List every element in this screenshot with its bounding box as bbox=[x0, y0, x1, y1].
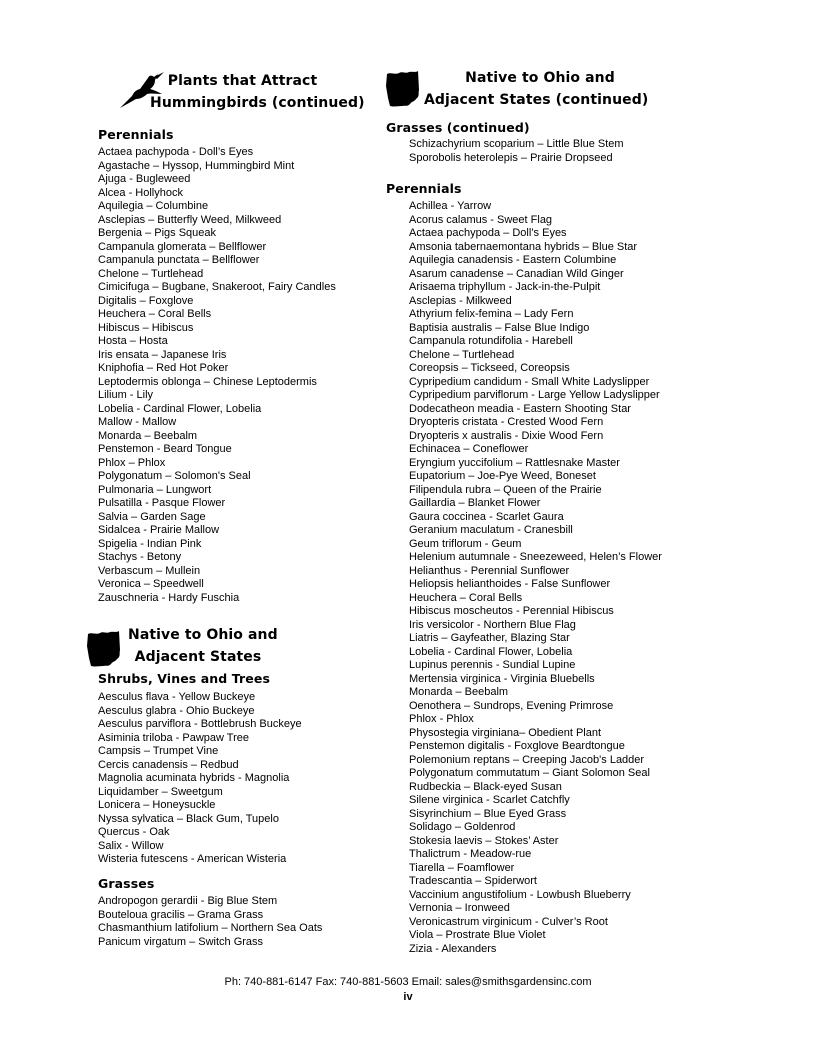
list-item: Echinacea – Coneflower bbox=[409, 443, 529, 455]
list-item: Zauschneria - Hardy Fuschia bbox=[98, 591, 240, 604]
list-item: Quercus - Oak bbox=[98, 826, 170, 838]
list-item: Helenium autumnale - Sneezeweed, Helen’s Flower bbox=[409, 551, 662, 563]
list-item: Aesculus flava - Yellow Buckeye bbox=[98, 691, 256, 703]
list-item: Phlox - Phlox bbox=[409, 713, 474, 725]
list-item: Heuchera – Coral Bells bbox=[409, 591, 523, 604]
list-item: Schizachyrium scoparium – Little Blue Stem bbox=[409, 138, 624, 150]
list-item: Pulmonaria – Lungwort bbox=[98, 483, 212, 496]
list-item: Penstemon digitalis - Foxglove Beardtongue bbox=[409, 740, 625, 752]
page-number: iv bbox=[403, 991, 413, 1003]
list-item: Filipendula rubra – Queen of the Prairie bbox=[409, 483, 602, 496]
list-item: Salvia – Garden Sage bbox=[98, 510, 206, 523]
list-item: Campanula rotundifolia - Harebell bbox=[409, 335, 573, 347]
list-item: Campanula punctata – Bellflower bbox=[98, 254, 260, 266]
list-item: Veronica – Speedwell bbox=[98, 578, 204, 590]
perennials-continued-heading: Perennials bbox=[386, 181, 462, 196]
list-item: Zizia - Alexanders bbox=[409, 942, 497, 955]
list-item: Heuchera – Coral Bells bbox=[98, 308, 212, 320]
list-item: Dryopteris x australis - Dixie Wood Fern bbox=[409, 429, 604, 442]
ohio-title-line1: Native to Ohio and bbox=[128, 627, 278, 643]
list-item: Vernonia – Ironweed bbox=[409, 902, 510, 914]
list-item: Eupatorium – Joe-Pye Weed, Boneset bbox=[409, 470, 596, 482]
list-item: Salix - Willow bbox=[98, 839, 164, 852]
list-item: Heliopsis helianthoides - False Sunflower bbox=[409, 578, 611, 590]
list-item: Aesculus glabra - Ohio Buckeye bbox=[98, 704, 255, 717]
list-item: Silene virginica - Scarlet Catchfly bbox=[409, 794, 570, 806]
list-item: Helianthus - Perennial Sunflower bbox=[409, 564, 570, 577]
list-item: Verbascum – Mullein bbox=[98, 564, 201, 577]
list-item: Liatris – Gayfeather, Blazing Star bbox=[409, 632, 570, 644]
list-item: Gaura coccinea - Scarlet Gaura bbox=[409, 510, 564, 523]
list-item: Nyssa sylvatica – Black Gum, Tupelo bbox=[98, 812, 279, 825]
ohio-continued-title-line2: Adjacent States (continued) bbox=[424, 92, 649, 108]
list-item: Tradescantia – Spiderwort bbox=[409, 875, 537, 887]
list-item: Actaea pachypoda – Doll’s Eyes bbox=[409, 227, 567, 239]
list-item: Lonicera – Honeysuckle bbox=[98, 799, 216, 811]
list-item: Aquilegia – Columbine bbox=[98, 200, 209, 212]
list-item: Cercis canadensis – Redbud bbox=[98, 758, 239, 771]
ohio-shrubs-list bbox=[98, 691, 302, 867]
list-item: Lobelia - Cardinal Flower, Lobelia bbox=[98, 402, 262, 415]
list-item: Viola – Prostrate Blue Violet bbox=[409, 929, 546, 941]
list-item: Phlox – Phlox bbox=[98, 456, 166, 469]
list-item: Dryopteris cristata - Crested Wood Fern bbox=[409, 416, 604, 428]
list-item: Wisteria futescens - American Wisteria bbox=[98, 853, 287, 865]
list-item: Actaea pachypoda - Doll’s Eyes bbox=[98, 146, 254, 158]
list-item: Vaccinium angustifolium - Lowbush Blueberry bbox=[409, 888, 631, 901]
list-item: Geum triflorum - Geum bbox=[409, 537, 522, 550]
list-item: Polemonium reptans – Creeping Jacob's Ladder bbox=[409, 753, 645, 766]
list-item: Acorus calamus - Sweet Flag bbox=[409, 213, 553, 226]
list-item: Iris ensata – Japanese Iris bbox=[98, 348, 227, 361]
list-item: Asarum canadense – Canadian Wild Ginger bbox=[409, 267, 624, 280]
list-item: Gaillardia – Blanket Flower bbox=[409, 497, 541, 509]
list-item: Campsis – Trumpet Vine bbox=[98, 745, 219, 757]
grasses-continued-heading: Grasses (continued) bbox=[386, 120, 530, 135]
list-item: Campanula glomerata – Bellflower bbox=[98, 240, 267, 253]
ohio-title-line2: Adjacent States bbox=[134, 649, 262, 665]
list-item: Eryngium yuccifolium – Rattlesnake Master bbox=[409, 456, 620, 469]
list-item: Polygonatum – Solomon's Seal bbox=[98, 470, 251, 482]
list-item: Sisyrinchium – Blue Eyed Grass bbox=[409, 807, 567, 820]
list-item: Leptodermis oblonga – Chinese Leptodermis bbox=[98, 375, 317, 388]
list-item: Lupinus perennis - Sundial Lupine bbox=[409, 659, 576, 671]
list-item: Agastache – Hyssop, Hummingbird Mint bbox=[98, 159, 295, 172]
list-item: Monarda – Beebalm bbox=[409, 686, 509, 698]
list-item: Cypripedium parviflorum - Large Yellow Ladyslipper bbox=[409, 389, 660, 401]
list-item: Hibiscus moscheutos - Perennial Hibiscus bbox=[409, 605, 614, 617]
list-item: Mallow - Mallow bbox=[98, 416, 177, 428]
list-item: Chasmanthium latifolium – Northern Sea Oats bbox=[98, 922, 323, 934]
perennials-heading: Perennials bbox=[98, 127, 174, 142]
list-item: Amsonia tabernaemontana hybrids – Blue Star bbox=[409, 240, 638, 253]
list-item: Monarda – Beebalm bbox=[98, 429, 198, 442]
list-item: Lobelia - Cardinal Flower, Lobelia bbox=[409, 645, 573, 658]
list-item: Aquilegia canadensis - Eastern Columbine bbox=[409, 254, 617, 266]
list-item: Dodecatheon meadia - Eastern Shooting Star bbox=[409, 402, 631, 415]
ohio-state-icon bbox=[86, 630, 122, 668]
list-item: Arisaema triphyllum - Jack-in-the-Pulpit bbox=[409, 281, 601, 293]
list-item: Asclepias – Butterfly Weed, Milkweed bbox=[98, 213, 282, 226]
footer-contact: Ph: 740-881-6147 Fax: 740-881-5603 Email: sales@smithsgardensinc.com bbox=[224, 976, 592, 988]
list-item: Oenothera – Sundrops, Evening Primrose bbox=[409, 699, 614, 712]
list-item: Cypripedium candidum - Small White Ladyslipper bbox=[409, 375, 650, 388]
list-item: Penstemon - Beard Tongue bbox=[98, 443, 232, 455]
list-item: Solidago – Goldenrod bbox=[409, 821, 516, 833]
list-item: Chelone – Turtlehead bbox=[98, 267, 204, 280]
list-item: Rudbeckia – Black-eyed Susan bbox=[409, 780, 562, 793]
list-item: Veronicastrum virginicum - Culver’s Root bbox=[409, 915, 608, 928]
list-item: Baptisia australis – False Blue Indigo bbox=[409, 321, 590, 334]
list-item: Sporobolis heterolepis – Prairie Dropseed bbox=[409, 151, 613, 164]
list-item: Achillea - Yarrow bbox=[409, 200, 492, 212]
list-item: Mertensia virginica - Virginia Bluebells bbox=[409, 672, 595, 685]
list-item: Aesculus parviflora - Bottlebrush Buckeye bbox=[98, 718, 302, 730]
list-item: Asiminia triloba - Pawpaw Tree bbox=[98, 731, 250, 744]
list-item: Thalictrum - Meadow-rue bbox=[409, 848, 532, 860]
list-item: Athyrium felix-femina – Lady Fern bbox=[409, 308, 574, 320]
list-item: Lilium - Lily bbox=[98, 389, 154, 401]
ohio-state-icon-continued bbox=[385, 70, 421, 108]
list-item: Bergenia – Pigs Squeak bbox=[98, 227, 217, 239]
grasses-heading: Grasses bbox=[98, 876, 155, 891]
list-item: Asclepias - Milkweed bbox=[409, 294, 512, 307]
list-item: Cimicifuga – Bugbane, Snakeroot, Fairy Candles bbox=[98, 281, 336, 293]
list-item: Andropogon gerardii - Big Blue Stem bbox=[98, 895, 278, 907]
list-item: Polygonatum commutatum – Giant Solomon Seal bbox=[409, 767, 650, 779]
list-item: Pulsatilla - Pasque Flower bbox=[98, 497, 226, 509]
hummingbird-title-line2: Hummingbirds (continued) bbox=[150, 95, 365, 111]
ohio-continued-perennials-list bbox=[409, 200, 662, 956]
list-item: Kniphofia – Red Hot Poker bbox=[98, 362, 229, 374]
list-item: Stokesia laevis – Stokes’ Aster bbox=[409, 834, 559, 847]
list-item: Bouteloua gracilis – Grama Grass bbox=[98, 908, 264, 921]
list-item: Digitalis – Foxglove bbox=[98, 294, 194, 307]
list-item: Magnolia acuminata hybrids - Magnolia bbox=[98, 772, 290, 784]
list-item: Iris versicolor - Northern Blue Flag bbox=[409, 618, 576, 631]
list-item: Ajuga - Bugleweed bbox=[98, 173, 191, 185]
shrubs-heading: Shrubs, Vines and Trees bbox=[98, 671, 271, 686]
list-item: Chelone – Turtlehead bbox=[409, 348, 515, 361]
ohio-grasses-list bbox=[98, 895, 322, 949]
hummingbird-title-line1: Plants that Attract bbox=[167, 73, 318, 89]
list-item: Stachys - Betony bbox=[98, 551, 182, 563]
list-item: Physostegia virginiana– Obedient Plant bbox=[409, 726, 602, 739]
ohio-continued-grasses-list bbox=[409, 138, 624, 165]
list-item: Liquidamber – Sweetgum bbox=[98, 785, 223, 798]
list-item: Hibiscus – Hibiscus bbox=[98, 321, 194, 334]
list-item: Geranium maculatum - Cranesbill bbox=[409, 524, 573, 536]
hummingbird-perennials-list bbox=[98, 146, 336, 605]
list-item: Hosta – Hosta bbox=[98, 335, 168, 347]
list-item: Sidalcea - Prairie Mallow bbox=[98, 524, 220, 536]
list-item: Coreopsis – Tickseed, Coreopsis bbox=[409, 362, 570, 374]
list-item: Tiarella – Foamflower bbox=[409, 861, 515, 874]
list-item: Alcea - Hollyhock bbox=[98, 186, 183, 199]
list-item: Spigelia - Indian Pink bbox=[98, 537, 202, 550]
list-item: Panicum virgatum – Switch Grass bbox=[98, 935, 264, 948]
ohio-continued-title-line1: Native to Ohio and bbox=[465, 70, 615, 86]
